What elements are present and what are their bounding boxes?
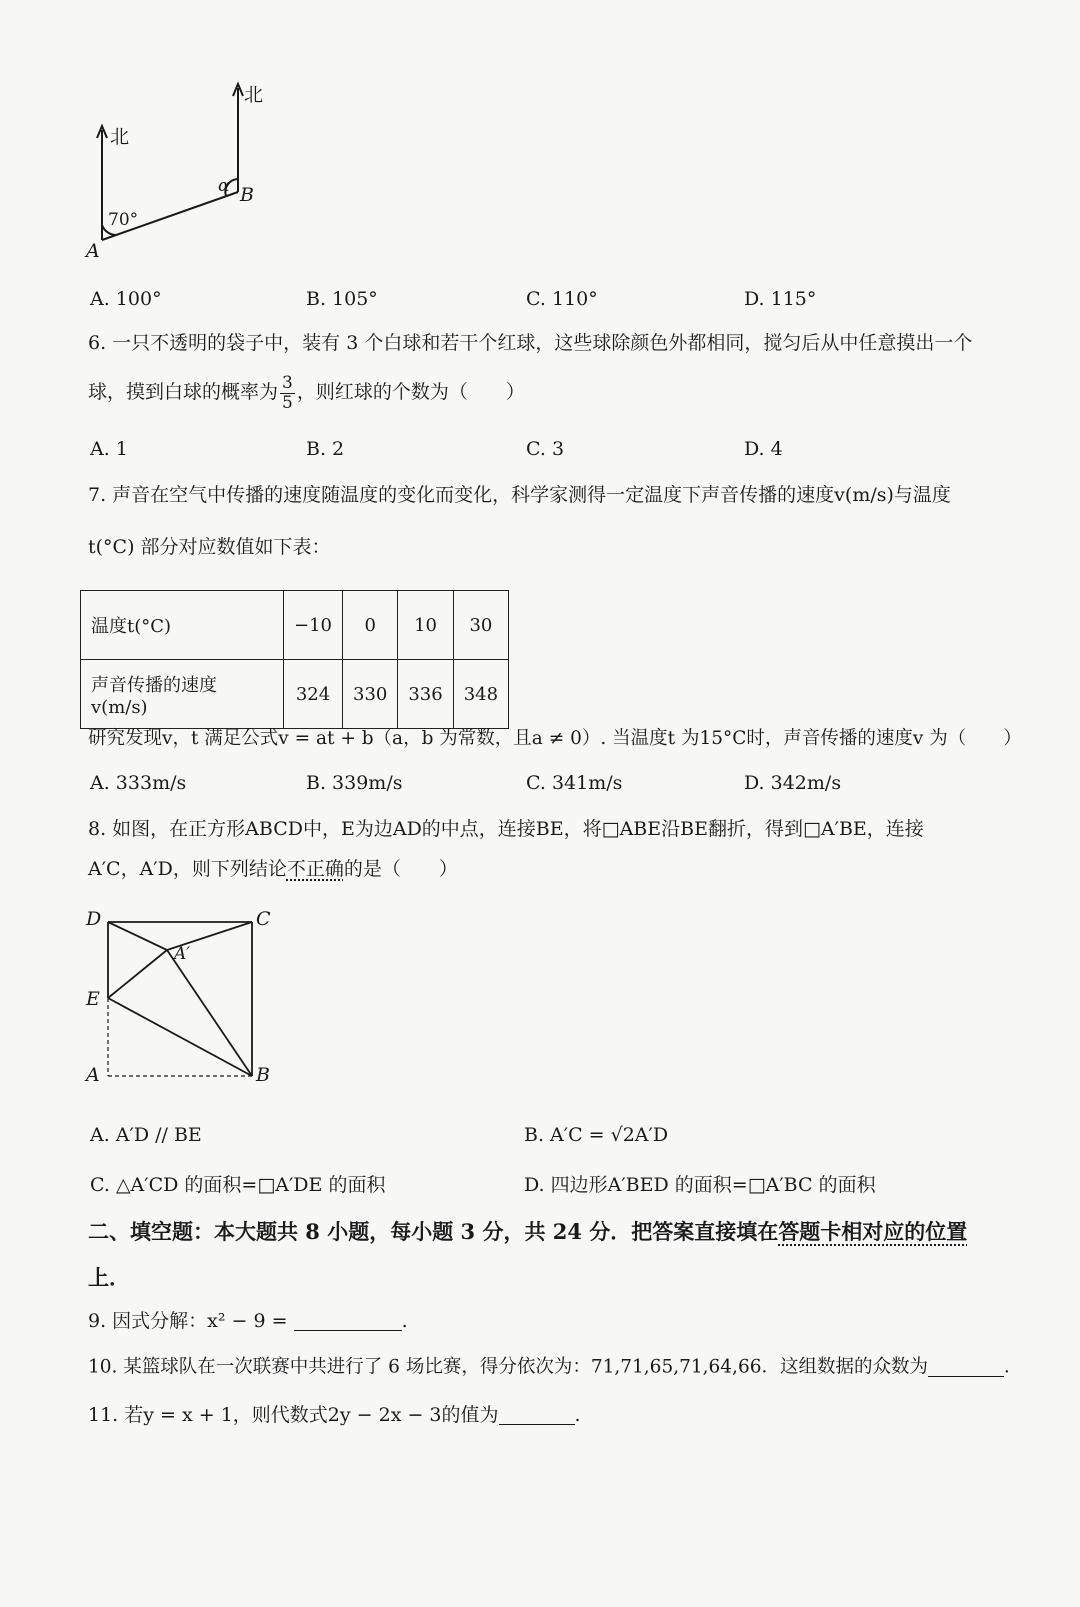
q5-option-b: B. 105° bbox=[306, 288, 378, 310]
probability-fraction bbox=[280, 374, 295, 412]
q7-option-a: A. 333m/s bbox=[90, 772, 187, 794]
q7-option-c: C. 341m/s bbox=[526, 772, 623, 794]
point-label-a: A bbox=[86, 1064, 100, 1086]
q6-stem-line1: 6. 一只不透明的袋子中，装有 3 个白球和若干个红球，这些球除颜色外都相同，搅匀后从中任意摸出一个 bbox=[88, 332, 973, 354]
q8-option-a: A. A′D // BE bbox=[90, 1124, 202, 1146]
q10-line bbox=[88, 1358, 1023, 1377]
north-label-b: 北 bbox=[244, 84, 264, 106]
section-2-heading bbox=[88, 1216, 967, 1246]
q8-line2-pre: A′C，A′D，则下列结论 bbox=[88, 858, 287, 880]
section-2-heading-line2: 上． bbox=[88, 1265, 130, 1290]
angle-label-70: 70° bbox=[108, 210, 139, 230]
q8-stem-line1: 8. 如图，在正方形ABCD中，E为边AD的中点，连接BE，将□ABE沿BE翻折，得到□A′BE，连接 bbox=[88, 818, 924, 840]
table-cell: −10 bbox=[284, 591, 343, 660]
q5-option-d: D. 115° bbox=[744, 288, 817, 310]
q6-line2-post: ，则红球的个数为（ ） bbox=[296, 381, 525, 404]
q8-emphasis: 不正确 bbox=[286, 858, 344, 880]
fraction-denominator: 5 bbox=[282, 392, 293, 413]
table-row bbox=[81, 591, 509, 660]
point-label-e: E bbox=[86, 988, 100, 1010]
q6-option-a: A. 1 bbox=[90, 438, 128, 460]
q6-line2-pre: 球，摸到白球的概率为 bbox=[88, 381, 279, 404]
angle-label-alpha: α bbox=[218, 176, 230, 196]
q7-option-b: B. 339m/s bbox=[306, 772, 403, 794]
point-label-a: A bbox=[86, 240, 100, 262]
fraction-numerator: 3 bbox=[282, 373, 293, 393]
point-label-d: D bbox=[86, 908, 102, 930]
q7-option-d: D. 342m/s bbox=[744, 772, 842, 794]
table-cell: 10 bbox=[398, 591, 453, 660]
q10-answer-blank[interactable] bbox=[928, 1358, 1004, 1377]
q11-line bbox=[88, 1406, 581, 1425]
q9-line bbox=[88, 1312, 408, 1331]
q7-stem-line1: 7. 声音在空气中传播的速度随温度的变化而变化，科学家测得一定温度下声音传播的速度v(m/s)与温度 bbox=[88, 484, 951, 506]
bearing-diagram bbox=[80, 80, 300, 270]
q9-period: . bbox=[401, 1310, 408, 1332]
q11-text: 11. 若y = x + 1，则代数式2y − 2x − 3的值为 bbox=[88, 1404, 499, 1426]
point-label-b: B bbox=[240, 184, 254, 206]
temperature-speed-table bbox=[80, 590, 509, 729]
q6-option-c: C. 3 bbox=[526, 438, 565, 460]
q11-period: . bbox=[574, 1404, 581, 1426]
q5-option-c: C. 110° bbox=[526, 288, 598, 310]
north-label-a: 北 bbox=[110, 126, 130, 148]
table-cell: 0 bbox=[343, 591, 398, 660]
table-header-speed: 声音传播的速度v(m/s) bbox=[81, 660, 284, 729]
table-cell: 30 bbox=[453, 591, 508, 660]
point-label-a-prime: A′ bbox=[174, 944, 191, 964]
q6-option-b: B. 2 bbox=[306, 438, 345, 460]
q8-line2-post: 的是（ ） bbox=[343, 858, 458, 880]
table-cell: 330 bbox=[343, 660, 398, 729]
q9-answer-blank[interactable] bbox=[294, 1312, 402, 1331]
table-header-temperature: 温度t(°C) bbox=[81, 591, 284, 660]
q9-text: 9. 因式分解：x² − 9 = bbox=[88, 1310, 288, 1332]
q5-option-a: A. 100° bbox=[90, 288, 162, 310]
q10-text: 10. 某篮球队在一次联赛中共进行了 6 场比赛，得分依次为：71,71,65,71,64,66．这组数据的众数为 bbox=[88, 1356, 928, 1378]
table-cell: 324 bbox=[284, 660, 343, 729]
table-cell: 348 bbox=[453, 660, 508, 729]
q8-option-d: D. 四边形A′BED 的面积=□A′BC 的面积 bbox=[524, 1174, 876, 1196]
point-label-c: C bbox=[256, 908, 271, 930]
q8-stem-line2 bbox=[88, 860, 458, 879]
table-cell: 336 bbox=[398, 660, 453, 729]
q8-option-c: C. △A′CD 的面积=□A′DE 的面积 bbox=[90, 1174, 386, 1196]
section-2-heading-emphasis: 答题卡相对应的位置 bbox=[778, 1219, 968, 1244]
q7-stem-line2: t(°C) 部分对应数值如下表： bbox=[88, 536, 331, 558]
point-label-b: B bbox=[256, 1064, 270, 1086]
q6-stem-line2 bbox=[88, 374, 525, 412]
table-row bbox=[81, 660, 509, 729]
q11-answer-blank[interactable] bbox=[499, 1406, 575, 1425]
q6-option-d: D. 4 bbox=[744, 438, 783, 460]
section-2-heading-pre: 二、填空题：本大题共 8 小题，每小题 3 分，共 24 分．把答案直接填在 bbox=[88, 1219, 779, 1244]
q7-stem-line3: 研究发现v，t 满足公式v = at + b（a，b 为常数，且a ≠ 0）. 当温度t 为15°C时，声音传播的速度v 为（ ） bbox=[88, 728, 1022, 749]
q8-option-b: B. A′C = √2A′D bbox=[524, 1124, 669, 1146]
q10-period: ． bbox=[1003, 1356, 1023, 1378]
